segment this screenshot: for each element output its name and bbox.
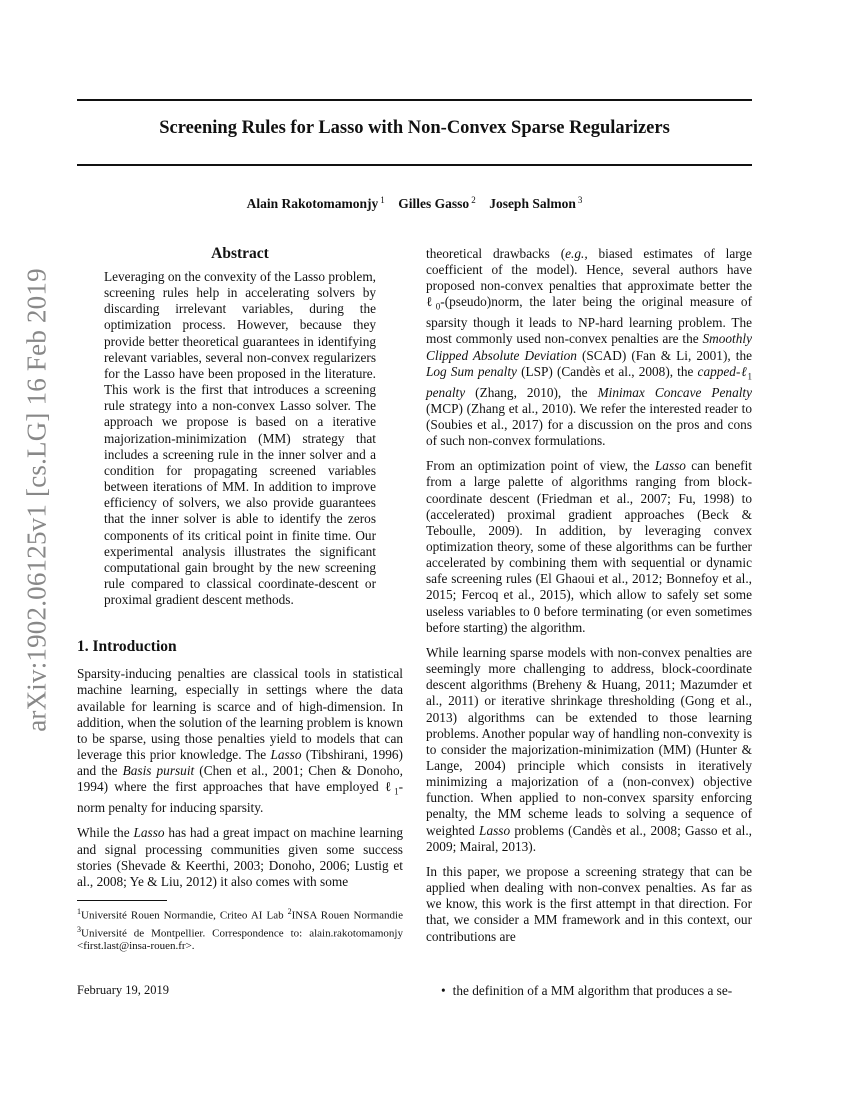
author-name: Joseph Salmon	[489, 196, 576, 211]
arxiv-identifier: arXiv:1902.06125v1 [cs.LG] 16 Feb 2019	[21, 268, 52, 732]
intro-paragraph: While the Lasso has had a great impact on machine learning and signal processing communities given some success stories (Shevade & Keerthi, 2003; Donoho, 2006; Lustig et al., 2008; Ye & Liu, 2012) it also comes with some	[77, 825, 403, 889]
body-paragraph: From an optimization point of view, the Lasso can benefit from a large palette of algorithms ranging from block-coordinate descent (Friedman et al., 2007; Fu, 1998) to (accelerated) proximal gradient approaches (Beck & Teboulle, 2009). In addition, by leveraging convex optimization theory, some of these algorithms can be further accelerated by combining them with sequential or dynamic safe screening rules (El Ghaoui et al., 2012; Bonnefoy et al., 2015; Fercoq et al., 2015), which allow to safely set some useless variables to 0 before terminating (or even sometimes before starting) the algorithm.	[426, 458, 752, 635]
left-column	[77, 244, 403, 953]
author-affiliation-mark: 1	[380, 195, 385, 205]
body-paragraph: In this paper, we propose a screening strategy that can be applied when dealing with non-convex penalties. As far as we know, this work is the first attempt in that direction. For that, we consider a MM framework and in this context, our contributions are	[426, 863, 752, 944]
footnote: $^1$Université Rouen Normandie, Criteo AI Lab $^2$INSA Rouen Normandie $^3$Université de Montpellier. Correspondence to: alain.rakotomamonjy <first.last@insa-rouen.fr>.	[77, 906, 403, 953]
intro-paragraph: Sparsity-inducing penalties are classical tools in statistical machine learning, especially in settings where the data available for learning is scarce and of high-dimension. In addition, when the solution of the learning problem is known to be sparse, using those penalties yield to models that can leverage this prior knowledge. The Lasso (Tibshirani, 1996) and the Basis pursuit (Chen et al., 2001; Chen & Donoho, 1994) where the first approaches that have employed ℓ$_1$-norm penalty for inducing sparsity.	[77, 666, 404, 816]
author-name: Gilles Gasso	[398, 196, 470, 211]
author-list	[77, 196, 752, 212]
top-rule	[77, 99, 752, 101]
author-affiliation-mark: 3	[577, 195, 583, 205]
footnote-rule	[77, 900, 167, 901]
contribution-bullet: • the definition of a MM algorithm that produces a se-	[441, 983, 733, 998]
title-bottom-rule	[77, 164, 752, 166]
bullet-icon: •	[441, 983, 446, 998]
abstract-heading: Abstract	[211, 245, 269, 262]
author-affiliation-mark: 2	[471, 195, 476, 205]
section-heading-introduction: 1. Introduction	[77, 638, 177, 656]
arxiv-sidebar	[12, 268, 62, 732]
author-name: Alain Rakotomamonjy	[246, 196, 379, 211]
page-date: February 19, 2019	[77, 983, 169, 997]
right-column	[426, 246, 752, 954]
body-paragraph: While learning sparse models with non-convex penalties are seemingly more challenging to address, block-coordinate descent algorithms (Breheny & Huang, 2011; Mazumder et al., 2011) or iterative shrinkage thresholding (Gong et al., 2013) algorithms can be extended to those learning problems. Another popular way of handling non-convexity is to consider the majorization-minimization (MM) (Hunter & Lange, 2004) principle which consists in iteratively minimizing a majorization of a (non-convex) objective function. When applied to non-convex sparsity enforcing penalty, the MM scheme leads to solving a sequence of weighted Lasso problems (Candès et al., 2008; Gasso et al., 2009; Mairal, 2013).	[426, 644, 752, 854]
abstract-text: Leveraging on the convexity of the Lasso problem, screening rules help in accelerating solvers by discarding irrelevant variables, during the optimization process. However, because they provide better theoretical guarantees in identifying relevant variables, several non-convex regularizers for the Lasso have been proposed in the literature. This work is the first that introduces a screening rule strategy into a non-convex Lasso solver. The approach we propose is based on a iterative majorization-minimization (MM) strategy that includes a screening rule in the inner solver and a condition for propagating screened variables between iterations of MM. In addition to improve efficiency of solvers, we also provide guarantees that the inner solver is able to identify the zeros components of its critical point in finite time. Our experimental analysis illustrates the significant computational gain brought by the new screening rule compared to classical coordinate-descent or proximal gradient descent methods.	[104, 269, 376, 608]
body-paragraph: theoretical drawbacks (e.g., biased estimates of large coefficient of the model). Hence, several authors have proposed non-convex penalties that approximate better the ℓ$_0$-(pseudo)norm, the later being the original measure of sparsity though it leads to NP-hard learning problem. The most commonly used non-convex penalties are the Smoothly Clipped Absolute Deviation (SCAD) (Fan & Li, 2001), the Log Sum penalty (LSP) (Candès et al., 2008), the capped-ℓ$_1$ penalty (Zhang, 2010), the Minimax Concave Penalty (MCP) (Zhang et al., 2010). We refer the interested reader to (Soubies et al., 2017) for a discussion on the pros and cons of such non-convex formulations.	[426, 246, 753, 449]
paper-title: Screening Rules for Lasso with Non-Convex Sparse Regularizers	[159, 118, 670, 138]
